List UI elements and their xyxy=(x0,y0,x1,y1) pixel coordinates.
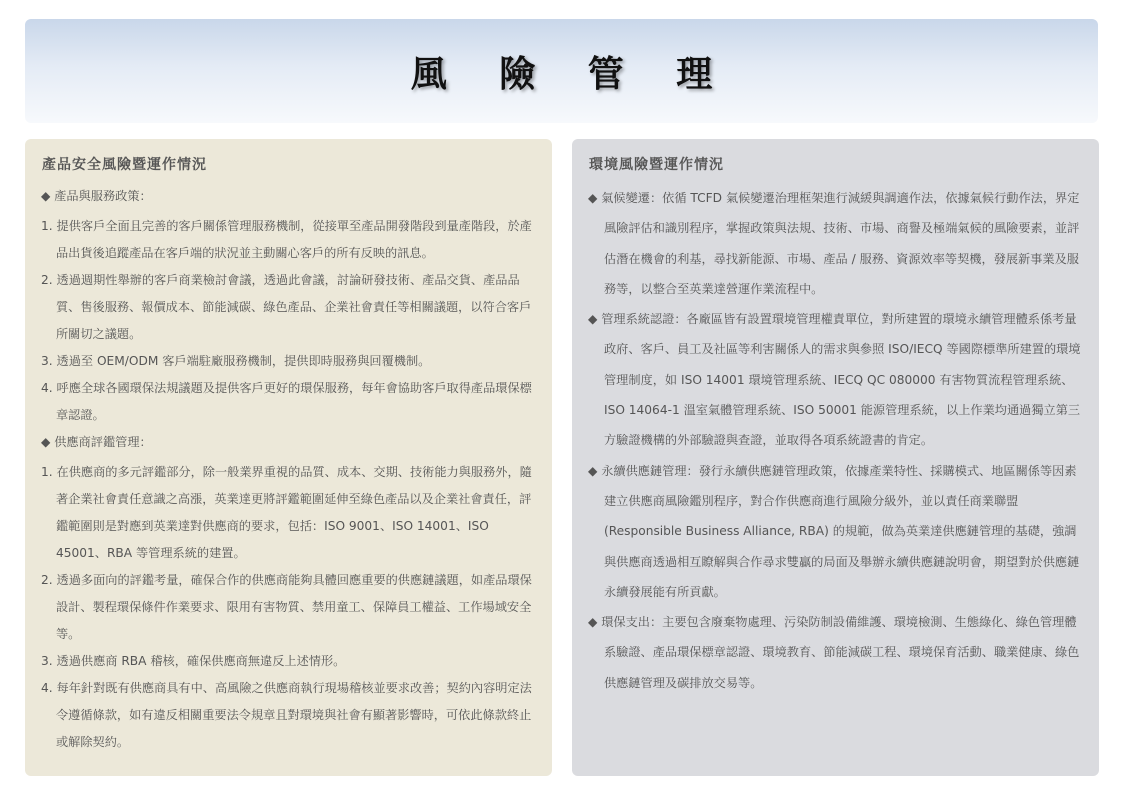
section-title: ◆ 產品與服務政策： xyxy=(41,189,152,203)
page-title: 風 險 管 理 xyxy=(410,53,733,95)
list-item: 2. 透過多面向的評鑑考量，確保合作的供應商能夠具體回應重要的供應鏈議題，如產品環保設計、製程環保條件作業要求、限用有害物質、禁用童工、保障員工權益、工作場域安全等。 xyxy=(41,573,532,641)
environmental-expenditure-item: ◆ 環保支出：主要包含廢棄物處理、污染防制設備維護、環境檢測、生態綠化、綠色管理體系驗證、產品環保標章認證、環境教育、節能減碳工程、環境保育活動、職業健康、綠色供應鏈管理及碳排放交易等。 xyxy=(588,615,1080,690)
list-item: 3. 透過至 OEM/ODM 客戶端駐廠服務機制，提供即時服務與回覆機制。 xyxy=(41,354,431,368)
list-item: 3. 透過供應商 RBA 稽核，確保供應商無違反上述情形。 xyxy=(41,654,346,668)
product-safety-panel xyxy=(25,139,552,776)
climate-change-item: ◆ 氣候變遷：依循 TCFD 氣候變遷治理框架進行減緩與調適作法，依據氣候行動作法，界定風險評估和識別程序，掌握政策與法規、技術、市場、商譽及極端氣候的風險要素，並評估潛在機會的利基，尋找新能源、市場、產品 / 服務、資源效率等契機，發展新事業及服務等，以整合至英業達營運作業流程中。 xyxy=(588,191,1080,296)
list-item: 2. 透過週期性舉辦的客戶商業檢討會議，透過此會議，討論研發技術、產品交貨、產品品質、售後服務、報價成本、節能減碳、綠色產品、企業社會責任等相關議題，以符合客戶所關切之議題。 xyxy=(41,273,532,341)
environment-risk-panel xyxy=(572,139,1099,776)
section-title: ◆ 供應商評鑑管理： xyxy=(41,435,152,449)
list-item: 1. 提供客戶全面且完善的客戶關係管理服務機制，從接單至產品開發階段到量產階段，於產品出貨後追蹤產品在客戶端的狀況並主動關心客戶的所有反映的訊息。 xyxy=(41,219,532,260)
product-service-policy-section xyxy=(41,183,536,429)
sustainable-supply-chain-item: ◆ 永續供應鏈管理：發行永續供應鏈管理政策，依據產業特性、採購模式、地區關係等因素建立供應商風險鑑別程序，對合作供應商進行風險分級外，並以責任商業聯盟(Responsible Business Alliance, RBA) 的規範，做為英業達供應鏈管理的基礎，強調與供應商透過相互瞭解與合作尋求雙贏的局面及舉辦永續供應鏈說明會，期望對於供應鏈永續發展能有所貢獻。 xyxy=(588,463,1080,599)
supplier-evaluation-section xyxy=(41,429,536,756)
list-item: 4. 每年針對既有供應商具有中、高風險之供應商執行現場稽核並要求改善；契約內容明定法令遵循條款，如有違反相關重要法令規章且對環境與社會有顯著影響時，可依此條款終止或解除契約。 xyxy=(41,681,532,749)
environment-risk-heading: 環境風險暨運作情況 xyxy=(589,157,724,173)
management-system-item: ◆ 管理系統認證：各廠區皆有設置環境管理權責單位，對所建置的環境永續管理體系係考量政府、客戶、員工及社區等利害關係人的需求與參照 ISO/IECQ 等國際標準所建置的環境管理制度，如 ISO 14001 環境管理系統、IECQ QC 080000 有害物質流程管理系統、ISO 14064-1 溫室氣體管理系統、ISO 50001 能源管理系統，以上作業均通過獨立第三方驗證機構的外部驗證與查證，並取得各項系統證書的肯定。 xyxy=(588,312,1081,448)
product-safety-heading: 產品安全風險暨運作情況 xyxy=(42,157,207,173)
title-banner xyxy=(25,19,1098,123)
list-item: 4. 呼應全球各國環保法規議題及提供客戶更好的環保服務，每年會協助客戶取得產品環保標章認證。 xyxy=(41,381,532,422)
list-item: 1. 在供應商的多元評鑑部分，除一般業界重視的品質、成本、交期、技術能力與服務外，隨著企業社會責任意識之高漲，英業達更將評鑑範圍延伸至綠色產品以及企業社會責任，評鑑範圍則是對應到英業達對供應商的要求，包括：ISO 9001、ISO 14001、ISO 45001、RBA 等管理系統的建置。 xyxy=(41,465,532,560)
